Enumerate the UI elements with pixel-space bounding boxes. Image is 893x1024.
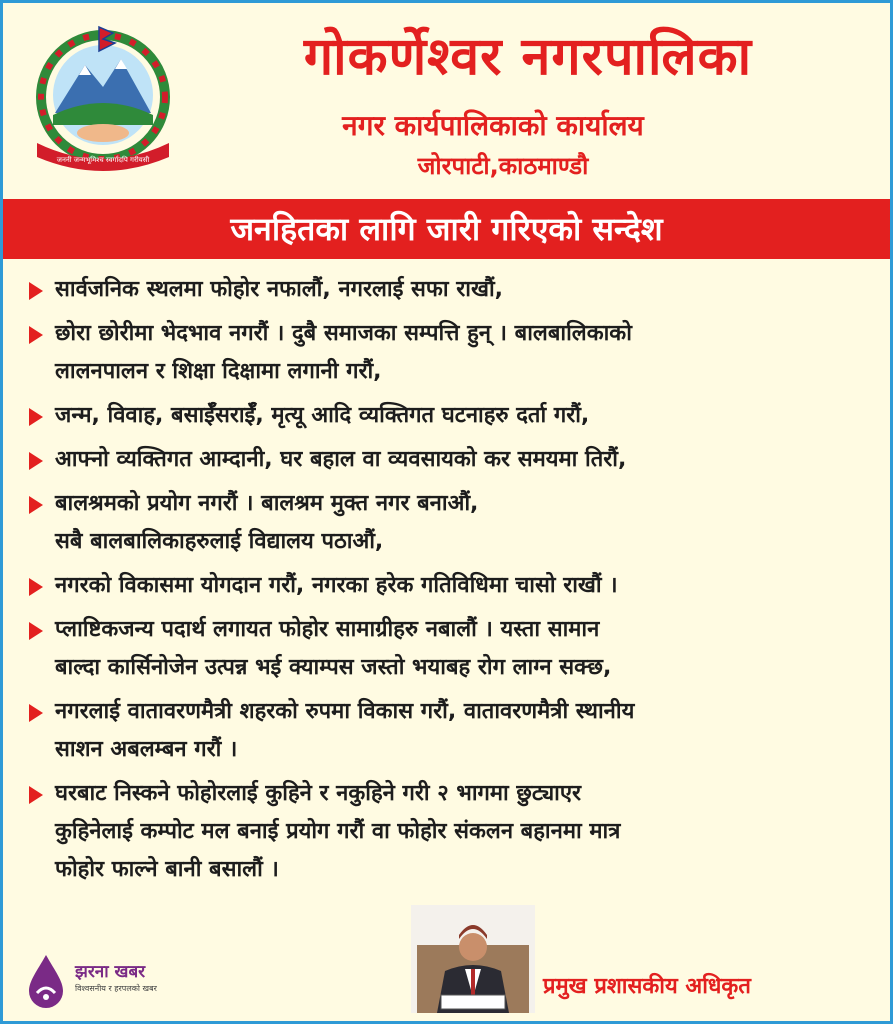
triangle-bullet-icon	[29, 452, 43, 470]
message-item	[25, 567, 881, 605]
message-line: सबै बालबालिकाहरुलाई विद्यालय पठाऔं,	[55, 529, 384, 554]
water-drop-icon	[23, 953, 69, 1009]
office-location: जोरपाटी,काठमाण्डौ	[417, 152, 589, 180]
message-item	[25, 485, 881, 561]
message-item	[25, 611, 881, 687]
message-line: नगरलाई वातावरणमैत्री शहरको रुपमा विकास गरौं, वातावरणमैत्री स्थानीय	[55, 699, 635, 724]
official-photo	[411, 905, 535, 1013]
message-item	[25, 775, 881, 889]
message-line: फोहोर फाल्ने बानी बसालौं ।	[55, 857, 279, 882]
triangle-bullet-icon	[29, 282, 43, 300]
message-line: छोरा छोरीमा भेदभाव नगरौं । दुबै समाजका सम्पत्ति हुन् । बालबालिकाको	[55, 321, 632, 346]
message-line: प्लाष्टिकजन्य पदार्थ लगायत फोहोर सामाग्रीहरु नबालौं । यस्ता सामान	[55, 617, 600, 642]
triangle-bullet-icon	[29, 622, 43, 640]
message-line: साशन अबलम्बन गरौं ।	[55, 737, 238, 762]
triangle-bullet-icon	[29, 408, 43, 426]
message-line: आफ्नो व्यक्तिगत आम्दानी, घर बहाल वा व्यवसायको कर समयमा तिरौं,	[55, 447, 627, 472]
signatory-title: प्रमुख प्रशासकीय अधिकृत	[543, 974, 751, 999]
message-line: कुहिनेलाई कम्पोट मल बनाई प्रयोग गरौं वा फोहोर संकलन बहानमा मात्र	[55, 819, 621, 844]
message-line: लालनपालन र शिक्षा दिक्षामा लगानी गरौं,	[55, 359, 382, 384]
banner-heading: जनहितका लागि जारी गरिएको सन्देश	[230, 210, 663, 248]
triangle-bullet-icon	[29, 578, 43, 596]
message-item	[25, 271, 881, 309]
poster-header	[3, 3, 890, 199]
triangle-bullet-icon	[29, 496, 43, 514]
message-line: बालश्रमको प्रयोग नगरौं । बालश्रम मुक्त नगर बनाऔं,	[55, 491, 479, 516]
brand-tagline: विश्वसनीय र हरपलको खबर	[75, 984, 157, 993]
message-line: सार्वजनिक स्थलमा फोहोर नफालौं, नगरलाई सफा राखौं,	[55, 277, 504, 302]
message-item	[25, 441, 881, 479]
triangle-bullet-icon	[29, 326, 43, 344]
news-brand-logo	[23, 953, 193, 1013]
message-banner	[3, 199, 890, 259]
message-item	[25, 315, 881, 391]
municipality-title: गोकर्णेश्वर नगरपालिका	[303, 27, 753, 87]
brand-name: झरना खबर	[75, 962, 146, 982]
message-line: घरबाट निस्कने फोहोरलाई कुहिने र नकुहिने गरी २ भागमा छुट्याएर	[55, 781, 582, 806]
message-line: जन्म, विवाह, बसाईँसराईँ, मृत्यू आदि व्यक्तिगत घटनाहरु दर्ता गरौं,	[55, 403, 590, 428]
message-item	[25, 693, 881, 769]
message-line: नगरको विकासमा योगदान गरौं, नगरका हरेक गतिविधिमा चासो राखौं ।	[55, 573, 618, 598]
public-message-list	[25, 271, 881, 895]
message-item	[25, 397, 881, 435]
municipality-emblem-icon	[23, 25, 185, 173]
triangle-bullet-icon	[29, 786, 43, 804]
emblem-motto: जननी जन्मभूमिश्च स्वर्गादपि गरीयसी	[56, 156, 150, 164]
message-line: बाल्दा कार्सिनोजेन उत्पन्न भई क्याम्पस जस्तो भयाबह रोग लाग्न सक्छ,	[55, 655, 612, 680]
office-subtitle: नगर कार्यपालिकाको कार्यालय	[342, 109, 644, 142]
triangle-bullet-icon	[29, 704, 43, 722]
